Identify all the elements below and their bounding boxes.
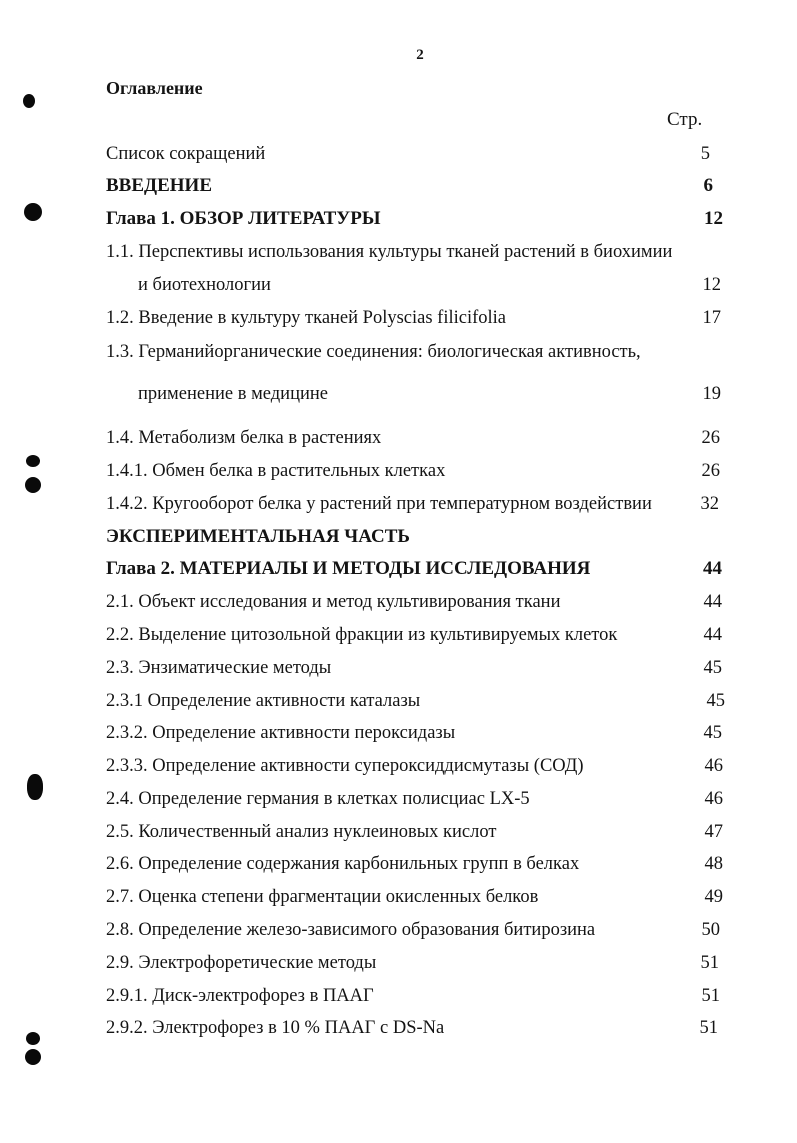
toc-entry-page: 17 [702,308,721,328]
toc-title: Оглавление [106,78,203,98]
toc-entry-text: 2.3.2. Определение активности пероксидазы [106,723,456,743]
toc-entry-page: 26 [701,428,720,448]
toc-entry-text: 1.2. Введение в культуру тканей Polyscias filicifolia [106,308,507,328]
toc-entry-page: 48 [704,854,723,874]
toc-entry-page: 46 [704,756,723,776]
toc-entry-page: 44 [703,592,722,612]
toc-entry-text: 1.1. Перспективы использования культуры тканей растений в биохимии [106,242,673,262]
toc-entry-2-3 [0,655,797,681]
binder-hole-mark [27,774,43,800]
toc-entry-page: 26 [701,461,720,481]
toc-entry-text: 2.9.1. Диск-электрофорез в ПААГ [106,986,374,1006]
binder-hole-mark [24,203,42,221]
toc-entry-2-6 [0,851,797,877]
toc-entry-page: 44 [703,625,722,645]
toc-entry-2-9-1 [0,983,797,1009]
toc-entry-text: 2.7. Оценка степени фрагментации окисленных белков [106,887,539,907]
toc-entry-page: 46 [704,789,723,809]
toc-entry-text: 2.3. Энзиматические методы [106,658,332,678]
toc-entry-page: 5 [700,144,710,164]
toc-entry-2-9-2 [0,1015,797,1041]
toc-entry-page: 12 [704,208,723,229]
toc-entry-page: 19 [702,384,721,404]
toc-entry-1-2 [0,305,797,331]
toc-entry-2-9 [0,950,797,976]
page-number: 2 [416,47,424,63]
toc-entry-abbreviations [0,141,797,167]
toc-entry-text: 2.3.1 Определение активности каталазы [106,691,421,711]
toc-entry-chapter-2 [0,556,797,582]
toc-entry-2-1 [0,589,797,615]
toc-entry-page: 45 [706,691,725,711]
toc-entry-text: Глава 2. МАТЕРИАЛЫ И МЕТОДЫ ИССЛЕДОВАНИЯ [106,558,591,579]
toc-entry-text: 2.1. Объект исследования и метод культивирования ткани [106,592,561,612]
toc-entry-text: и биотехнологии [138,275,271,295]
toc-entry-text: 2.4. Определение германия в клетках полисциас LX-5 [106,789,530,809]
toc-entry-2-3-1 [0,688,797,714]
toc-entry-page: 47 [704,822,723,842]
toc-entry-text: 2.8. Определение железо-зависимого образования битирозина [106,920,596,940]
toc-entry-text: 2.2. Выделение цитозольной фракции из культивируемых клеток [106,625,618,645]
toc-entry-2-3-3 [0,753,797,779]
toc-entry-page: 6 [703,175,713,196]
toc-entry-1-1-cont [0,272,797,298]
toc-entry-1-4 [0,425,797,451]
toc-entry-page: 50 [701,920,720,940]
toc-entry-2-5 [0,819,797,845]
toc-entry-text: 1.4.1. Обмен белка в растительных клетках [106,461,446,481]
toc-entry-introduction [0,173,797,199]
toc-entry-text: 2.6. Определение содержания карбонильных групп в белках [106,854,580,874]
toc-entry-text: 1.4.2. Кругооборот белка у растений при температурном воздействии [106,494,652,514]
toc-entry-text: 2.5. Количественный анализ нуклеиновых кислот [106,822,497,842]
binder-hole-mark [26,455,40,467]
toc-entry-1-4-1 [0,458,797,484]
toc-entry-page: 49 [704,887,723,907]
binder-hole-mark [25,477,41,493]
toc-entry-text: Список сокращений [106,144,266,164]
toc-entry-1-4-2 [0,491,797,517]
toc-entry-text: 2.9. Электрофоретические методы [106,953,377,973]
toc-entry-2-7 [0,884,797,910]
binder-hole-mark [23,94,35,108]
toc-entry-page: 45 [703,723,722,743]
toc-entry-experimental [0,524,797,550]
binder-hole-mark [25,1049,41,1065]
toc-entry-text: применение в медицине [138,384,328,404]
toc-entry-text: ЭКСПЕРИМЕНТАЛЬНАЯ ЧАСТЬ [106,526,410,547]
binder-hole-mark [26,1032,40,1045]
toc-entry-page: 51 [699,1018,718,1038]
toc-entry-text: 2.3.3. Определение активности супероксиддисмутазы (СОД) [106,756,584,776]
toc-entry-chapter-1 [0,206,797,232]
toc-entry-2-4 [0,786,797,812]
toc-entry-page: 45 [703,658,722,678]
toc-entry-1-1 [0,239,797,265]
toc-entry-1-3-cont [0,381,797,407]
toc-entry-text: 1.3. Германийорганические соединения: биологическая активность, [106,342,641,362]
toc-entry-page: 51 [701,986,720,1006]
toc-entry-text: Глава 1. ОБЗОР ЛИТЕРАТУРЫ [106,208,381,229]
toc-entry-2-2 [0,622,797,648]
page-column-header: Стр. [667,109,703,130]
toc-entry-text: 1.4. Метаболизм белка в растениях [106,428,382,448]
toc-entry-1-3 [0,339,797,365]
toc-entry-page: 32 [700,494,719,514]
toc-entry-page: 12 [702,275,721,295]
toc-entry-page: 44 [703,558,722,579]
toc-entry-page: 51 [700,953,719,973]
toc-entry-2-3-2 [0,720,797,746]
toc-entry-2-8 [0,917,797,943]
toc-entry-text: 2.9.2. Электрофорез в 10 % ПААГ с DS-Na [106,1018,445,1038]
toc-entry-text: ВВЕДЕНИЕ [106,175,212,196]
